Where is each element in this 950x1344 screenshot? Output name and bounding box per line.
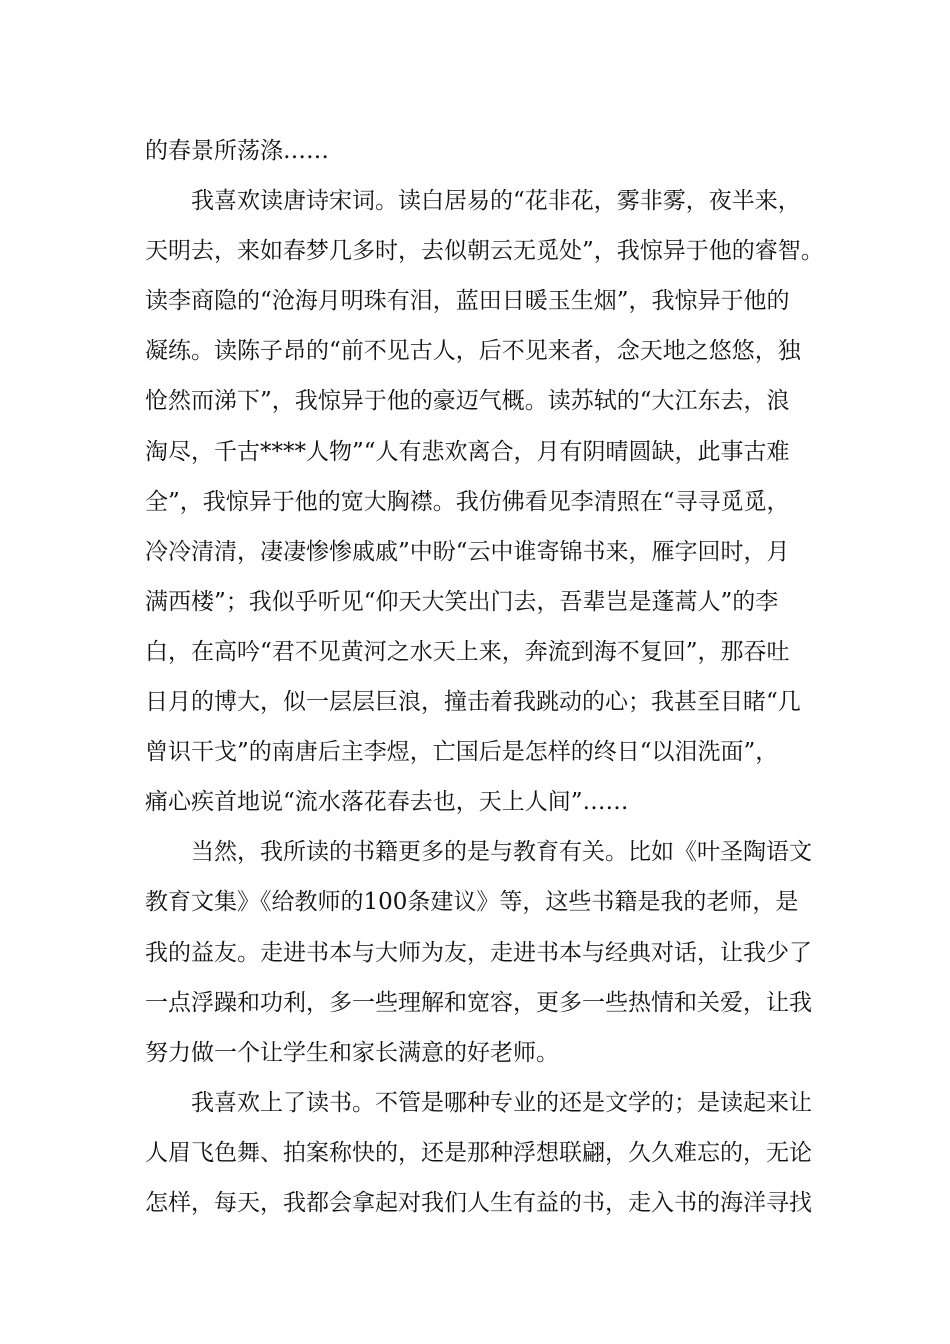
text-line: 教育文集》《给教师的100条建议》等，这些书籍是我的老师，是: [145, 889, 799, 916]
text-line: 人眉飞色舞、拍案称快的，还是那种浮想联翩，久久难忘的，无论: [145, 1139, 812, 1166]
text-line: 淘尽，千古****人物”“人有悲欢离合，月有阴晴圆缺，此事古难: [145, 438, 790, 465]
text-line: 满西楼”；我似乎听见“仰天大笑出门去，吾辈岂是蓬蒿人”的李: [145, 588, 779, 615]
text-line: 努力做一个让学生和家长满意的好老师。: [145, 1039, 559, 1066]
paragraph: [145, 126, 825, 176]
text-line: 凝练。读陈子昂的“前不见古人，后不见来者，念天地之悠悠，独: [145, 338, 801, 365]
text-line: 一点浮躁和功利，多一些理解和宽容，更多一些热情和关爱，让我: [145, 989, 812, 1016]
paragraph: [145, 827, 825, 1077]
text-line: 怆然而涕下”，我惊异于他的豪迈气概。读苏轼的“大江东去，浪: [145, 388, 790, 415]
text-line: 日月的博大，似一层层巨浪，撞击着我跳动的心；我甚至目睹“几: [145, 689, 801, 716]
text-line: 全”，我惊异于他的宽大胸襟。我仿佛看见李清照在“寻寻觅觅，: [145, 488, 790, 515]
text-line: 天明去，来如春梦几多时，去似朝云无觅处”，我惊异于他的睿智。: [145, 238, 824, 265]
text-line: 的春景所荡涤……: [145, 138, 329, 164]
text-line: 白，在高吟“君不见黄河之水天上来，奔流到海不复回”，那吞吐: [145, 638, 790, 665]
text-line: 痛心疾首地说“流水落花春去也，天上人间”……: [145, 789, 629, 816]
text-line: 曾识干戈”的南唐后主李煜，亡国后是怎样的终日“以泪洗面”，: [145, 739, 779, 766]
text-line: 冷冷清清，凄凄惨惨戚戚”中盼“云中谁寄锦书来，雁字回时，月: [145, 538, 790, 565]
document-body: [145, 126, 825, 1228]
text-line: 我喜欢上了读书。不管是哪种专业的还是文学的；是读起来让: [191, 1089, 812, 1116]
text-line: 我喜欢读唐诗宋词。读白居易的“花非花，雾非雾，夜半来，: [191, 188, 801, 215]
paragraph: [145, 1078, 825, 1228]
paragraph: [145, 176, 825, 827]
text-line: 当然，我所读的书籍更多的是与教育有关。比如《叶圣陶语文: [191, 839, 812, 866]
text-line: 我的益友。走进书本与大师为友，走进书本与经典对话，让我少了: [145, 939, 812, 966]
text-line: 读李商隐的“沧海月明珠有泪，蓝田日暖玉生烟”，我惊异于他的: [145, 288, 790, 315]
text-line: 怎样，每天，我都会拿起对我们人生有益的书，走入书的海洋寻找: [145, 1189, 812, 1216]
